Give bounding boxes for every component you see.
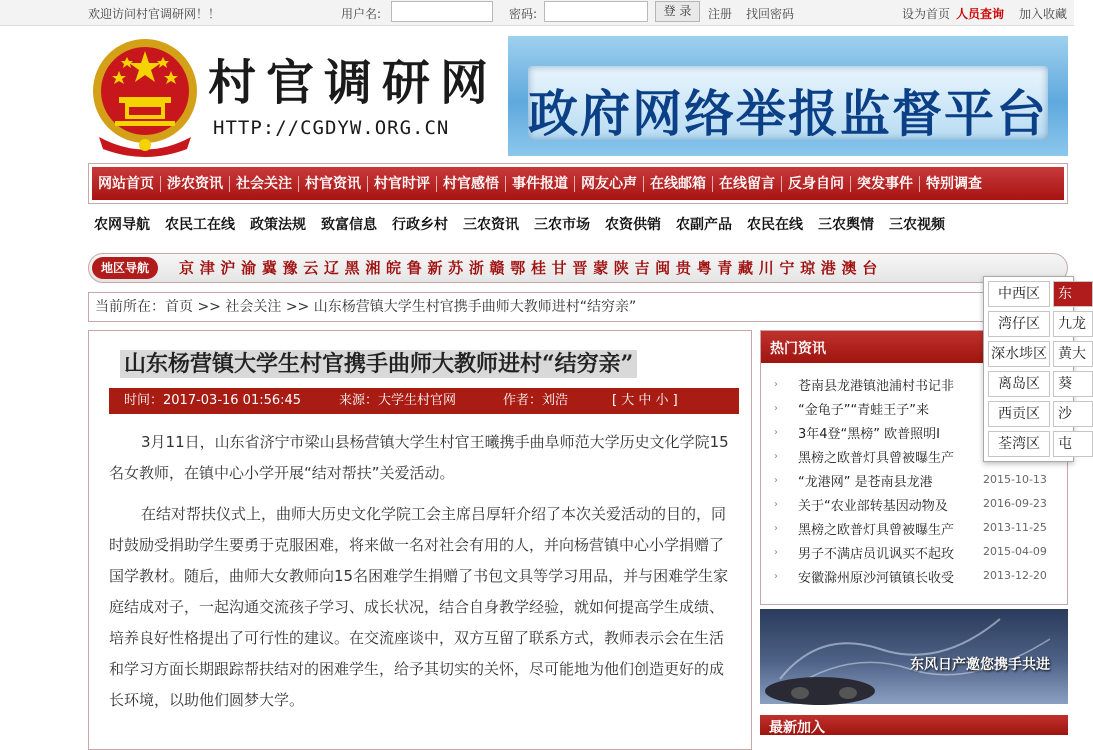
bullet-icon: › — [774, 523, 778, 534]
district-option[interactable]: 中西区 — [988, 281, 1050, 307]
province-link[interactable]: 贵 — [675, 259, 691, 277]
province-link[interactable]: 渝 — [241, 259, 257, 277]
main-nav-item[interactable]: 村官时评 — [368, 176, 437, 192]
province-link[interactable]: 豫 — [282, 259, 298, 277]
login-button[interactable]: 登 录 — [655, 1, 700, 22]
hot-news-title[interactable]: 关于“农业部转基因动物及 — [798, 499, 948, 514]
province-link[interactable]: 冀 — [261, 259, 277, 277]
province-link[interactable]: 辽 — [323, 259, 339, 277]
username-input[interactable] — [391, 1, 493, 22]
province-link[interactable]: 吉 — [634, 259, 650, 277]
newest-heading: 最新加入 — [769, 720, 825, 736]
bullet-icon: › — [774, 475, 778, 486]
main-nav-item[interactable]: 涉农资讯 — [161, 176, 230, 192]
hot-news-title[interactable]: “龙港网” 是苍南县龙港 — [798, 475, 933, 490]
article-author: 作者：刘浩 — [503, 393, 569, 408]
hot-news-item[interactable] — [774, 469, 1064, 493]
province-link[interactable]: 云 — [303, 259, 319, 277]
district-option[interactable]: 葵 — [1053, 371, 1093, 397]
district-option[interactable]: 荃湾区 — [988, 431, 1050, 457]
region-nav-label: 地区导航 — [92, 257, 158, 279]
bullet-icon: › — [774, 451, 778, 462]
main-nav-item[interactable]: 网站首页 — [92, 176, 161, 192]
hot-news-date: 2013-12-20 — [983, 569, 1047, 582]
breadcrumb-current: 山东杨营镇大学生村官携手曲师大教师进村“结穷亲” — [313, 299, 637, 315]
hot-news-item[interactable] — [774, 565, 1064, 589]
national-emblem-logo[interactable] — [89, 37, 201, 155]
breadcrumb-section[interactable]: 社会关注 — [225, 299, 282, 315]
province-link[interactable]: 甘 — [551, 259, 567, 277]
district-option[interactable]: 沙 — [1053, 401, 1093, 427]
article-meta-bar — [109, 388, 739, 414]
main-nav-item[interactable]: 村官资讯 — [299, 176, 368, 192]
ad-text: 东风日产邀您携手共进 — [910, 657, 1050, 673]
font-size-switch[interactable]: [ 大 中 小 ] — [612, 393, 678, 408]
newest-header — [760, 715, 1068, 735]
register-link[interactable]: 注册 — [708, 7, 733, 21]
bullet-icon: › — [774, 379, 778, 390]
sub-nav-item[interactable]: 三农舆情 — [818, 217, 874, 233]
main-nav-bar — [92, 167, 1064, 200]
main-nav — [88, 163, 1068, 204]
hot-news-heading: 热门资讯 — [770, 341, 826, 357]
bullet-icon: › — [774, 499, 778, 510]
bullet-icon: › — [774, 547, 778, 558]
main-nav-item[interactable]: 村官感悟 — [437, 176, 506, 192]
sub-nav-item[interactable]: 三农资讯 — [463, 217, 519, 233]
forgot-password-link[interactable]: 找回密码 — [746, 7, 795, 21]
district-option[interactable]: 黄大 — [1053, 341, 1093, 367]
site-url: HTTP://CGDYW.ORG.CN — [213, 117, 450, 139]
province-link[interactable]: 陕 — [613, 259, 629, 277]
banner-panel — [528, 66, 1048, 143]
hot-news-title[interactable]: 安徽滁州原沙河镇镇长收受 — [798, 571, 955, 586]
main-nav-item[interactable]: 在线邮箱 — [644, 176, 713, 192]
hot-news-title[interactable]: 黑榜之欧普灯具曾被曝生产 — [798, 451, 955, 466]
main-nav-item[interactable]: 在线留言 — [713, 176, 782, 192]
hot-news-title[interactable]: 3年4登“黑榜” 欧普照明I — [798, 427, 940, 442]
bullet-icon: › — [774, 427, 778, 438]
province-link[interactable]: 黑 — [344, 259, 360, 277]
province-link[interactable]: 藏 — [737, 259, 753, 277]
add-favorite-link[interactable]: 加入收藏 — [1019, 7, 1068, 21]
person-search-link[interactable]: 人员查询 — [956, 7, 1005, 21]
password-input[interactable] — [544, 1, 648, 22]
province-link[interactable]: 赣 — [489, 259, 505, 277]
sub-nav-item[interactable]: 致富信息 — [321, 217, 377, 233]
hot-news-item[interactable] — [774, 517, 1064, 541]
breadcrumb-home[interactable]: 首页 — [165, 299, 193, 315]
sub-nav-item[interactable]: 农副产品 — [676, 217, 732, 233]
breadcrumb — [88, 292, 1068, 322]
district-option[interactable]: 西贡区 — [988, 401, 1050, 427]
district-option[interactable]: 九龙 — [1053, 311, 1093, 337]
username-label: 用户名: — [341, 7, 382, 21]
province-link[interactable]: 浙 — [468, 259, 484, 277]
breadcrumb-separator: >> — [197, 299, 221, 315]
article-source: 来源：大学生村官网 — [339, 393, 457, 408]
breadcrumb-label: 当前所在： — [95, 299, 165, 315]
main-nav-item[interactable]: 突发事件 — [851, 176, 920, 192]
province-link[interactable]: 宁 — [779, 259, 795, 277]
district-option[interactable]: 东 — [1053, 281, 1093, 307]
province-link[interactable]: 苏 — [448, 259, 464, 277]
bullet-icon: › — [774, 571, 778, 582]
district-option[interactable]: 深水埗区 — [988, 341, 1050, 367]
hot-news-title[interactable]: “金龟子”“青蛙王子”来 — [798, 403, 929, 418]
hot-news-title[interactable]: 苍南县龙港镇池浦村书记非 — [798, 379, 955, 394]
province-link[interactable]: 蒙 — [593, 259, 609, 277]
banner-text: 政府网络举报监督平台 — [528, 85, 1048, 143]
sub-nav-item[interactable]: 农网导航 — [94, 217, 150, 233]
province-link[interactable]: 津 — [199, 259, 215, 277]
province-link[interactable]: 晋 — [572, 259, 588, 277]
district-option[interactable]: 屯 — [1053, 431, 1093, 457]
province-link[interactable]: 青 — [717, 259, 733, 277]
main-nav-item[interactable]: 网友心声 — [575, 176, 644, 192]
province-link[interactable]: 闽 — [655, 259, 671, 277]
province-link[interactable]: 湘 — [365, 259, 381, 277]
password-label: 密码: — [509, 7, 538, 21]
sub-nav-item[interactable]: 农资供销 — [605, 217, 661, 233]
set-home-link[interactable]: 设为首页 — [902, 7, 951, 21]
province-link[interactable]: 皖 — [386, 259, 402, 277]
main-nav-item[interactable]: 特别调查 — [926, 175, 982, 192]
hot-news-item[interactable] — [774, 493, 1064, 517]
province-link[interactable]: 京 — [179, 259, 195, 277]
hot-news-title[interactable]: 男子不满店员讥讽买不起玫 — [798, 547, 955, 562]
province-list — [179, 258, 883, 278]
article-time: 时间：2017-03-16 01:56:45 — [124, 393, 302, 408]
province-link[interactable]: 沪 — [220, 259, 236, 277]
sub-nav — [94, 214, 960, 234]
main-nav-item[interactable]: 事件报道 — [506, 176, 575, 192]
main-nav-item[interactable]: 社会关注 — [230, 176, 299, 192]
hot-news-title[interactable]: 黑榜之欧普灯具曾被曝生产 — [798, 523, 955, 538]
article-title: 山东杨营镇大学生村官携手曲师大教师进村“结穷亲” — [120, 350, 637, 378]
sub-nav-item[interactable]: 行政乡村 — [392, 217, 448, 233]
report-platform-banner[interactable] — [508, 36, 1068, 156]
region-nav — [88, 253, 1068, 283]
sub-nav-item[interactable]: 政策法规 — [250, 217, 306, 233]
hot-news-date: 2013-11-25 — [983, 521, 1047, 534]
province-link[interactable]: 港 — [820, 259, 836, 277]
hot-news-date: 2015-10-13 — [983, 473, 1047, 486]
welcome-text: 欢迎访问村官调研网！！ — [88, 7, 221, 21]
article-paragraph: 在结对帮扶仪式上，曲师大历史文化学院工会主席吕厚轩介绍了本次关爱活动的目的，同时鼓励受捐助学生要勇于克服困难，将来做一名对社会有用的人，并向杨营镇中心小学捐赠了国学教材。随后，曲师大女教师向15名困难学生捐赠了书包文具等学习用品，并与困难学生家庭结成对子，一起沟通交流孩子学习、成长状况，结合自身教学经验，就如何提高学生成绩、培养良好性格提出了可行性的建议。在交流座谈中，双方互留了联系方式，教师表示会在生活和学习方面长期跟踪帮扶结对的困难学生，给予其切实的关怀，尽可能地为他们创造更好的成长环境，以助他们圆梦大学。 — [109, 505, 729, 709]
province-link[interactable]: 新 — [427, 259, 443, 277]
province-link[interactable]: 粤 — [696, 259, 712, 277]
sub-nav-item[interactable]: 农民工在线 — [165, 217, 235, 233]
article-paragraph: 3月11日，山东省济宁市梁山县杨营镇大学生村官王曦携手曲阜师范大学历史文化学院15名女教师，在镇中心小学开展“结对帮扶”关爱活动。 — [109, 433, 729, 482]
district-option[interactable]: 湾仔区 — [988, 311, 1050, 337]
province-link[interactable]: 琼 — [800, 259, 816, 277]
hot-news-date: 2015-04-09 — [983, 545, 1047, 558]
sub-nav-item[interactable]: 农民在线 — [747, 217, 803, 233]
province-link[interactable]: 鲁 — [406, 259, 422, 277]
main-nav-item[interactable]: 反身自问 — [782, 176, 851, 192]
hot-news-item[interactable] — [774, 541, 1064, 565]
province-link[interactable]: 桂 — [530, 259, 546, 277]
district-option[interactable]: 离岛区 — [988, 371, 1050, 397]
province-link[interactable]: 澳 — [841, 259, 857, 277]
dongfeng-nissan-ad[interactable] — [760, 609, 1068, 704]
sub-nav-item[interactable]: 三农市场 — [534, 217, 590, 233]
breadcrumb-separator: >> — [285, 299, 310, 315]
province-link[interactable]: 川 — [758, 259, 774, 277]
top-bar — [0, 0, 1074, 26]
district-popup — [983, 276, 1086, 462]
site-title: 村官调研网 — [208, 55, 499, 111]
sub-nav-item[interactable]: 三农视频 — [889, 217, 945, 233]
province-link[interactable]: 台 — [862, 259, 878, 277]
bullet-icon: › — [774, 403, 778, 414]
province-link[interactable]: 鄂 — [510, 259, 526, 277]
hot-news-date: 2016-09-23 — [983, 497, 1047, 510]
